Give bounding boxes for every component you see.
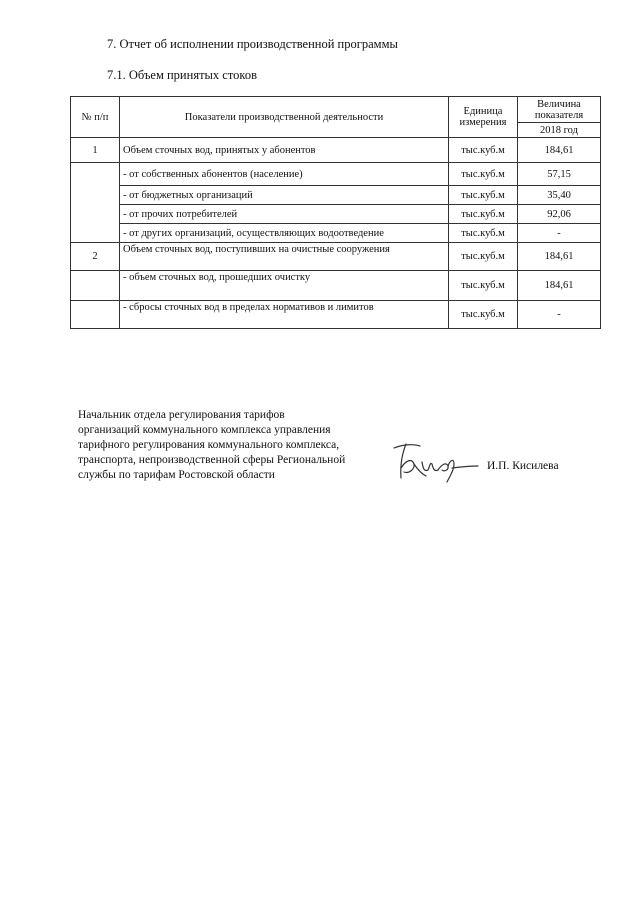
row-value: 184,61: [518, 271, 601, 301]
row-value: 92,06: [518, 205, 601, 224]
table-row: [71, 243, 601, 271]
row-unit: тыс.куб.м: [449, 271, 518, 301]
signatory-position: [78, 408, 345, 483]
table-row: [71, 301, 601, 329]
header-unit-line2: измерения: [459, 117, 507, 128]
table-row: [71, 224, 601, 243]
row-value: -: [518, 301, 601, 329]
table-row: [71, 163, 601, 186]
row-unit: тыс.куб.м: [449, 186, 518, 205]
row-unit: тыс.куб.м: [449, 163, 518, 186]
signatory-name: И.П. Кисилева: [487, 460, 559, 472]
table-header: [71, 97, 601, 138]
position-line: транспорта, непроизводственной сферы Региональной: [78, 454, 346, 466]
position-line: Начальник отдела регулирования тарифов: [78, 409, 285, 421]
header-value: [518, 97, 601, 123]
row-num: [71, 271, 120, 301]
row-value: -: [518, 224, 601, 243]
position-line: организаций коммунального комплекса управления: [78, 424, 331, 436]
row-unit: тыс.куб.м: [449, 301, 518, 329]
header-indicator: Показатели производственной деятельности: [120, 97, 449, 138]
row-indicator: - от прочих потребителей: [120, 205, 449, 224]
row-unit: тыс.куб.м: [449, 243, 518, 271]
header-unit: [449, 97, 518, 138]
row-value: 184,61: [518, 138, 601, 163]
position-line: службы по тарифам Ростовской области: [78, 469, 275, 481]
section-title: 7. Отчет об исполнении производственной программы: [107, 37, 398, 51]
table-row: [71, 138, 601, 163]
header-value-line2: показателя: [534, 109, 584, 121]
header-num: № п/п: [71, 97, 120, 138]
row-num: 1: [71, 138, 120, 163]
row-indicator: - сбросы сточных вод в пределах нормативов и лимитов: [120, 301, 449, 329]
table-row: [71, 186, 601, 205]
signature-graphic: [392, 438, 482, 486]
row-num: [71, 163, 120, 243]
row-unit: тыс.куб.м: [449, 224, 518, 243]
row-unit: тыс.куб.м: [449, 138, 518, 163]
row-indicator: Объем сточных вод, поступивших на очистные сооружения: [120, 243, 449, 271]
row-indicator: - объем сточных вод, прошедших очистку: [120, 271, 449, 301]
row-value: 57,15: [518, 163, 601, 186]
report-table: [70, 96, 601, 329]
row-unit: тыс.куб.м: [449, 205, 518, 224]
row-indicator: - от других организаций, осуществляющих водоотведение: [120, 224, 449, 243]
handwritten-signature-icon: [392, 438, 482, 491]
row-value: 35,40: [518, 186, 601, 205]
table-row: [71, 271, 601, 301]
table-row: [71, 205, 601, 224]
row-indicator: Объем сточных вод, принятых у абонентов: [120, 138, 449, 163]
header-year: 2018 год: [518, 123, 601, 138]
header-value-line1: Величина: [537, 98, 581, 110]
row-indicator: - от бюджетных организаций: [120, 186, 449, 205]
row-num: [71, 301, 120, 329]
row-indicator: - от собственных абонентов (население): [120, 163, 449, 186]
position-line: тарифного регулирования коммунального комплекса,: [78, 439, 340, 451]
header-unit-line1: Единица: [463, 106, 503, 117]
subsection-title: 7.1. Объем принятых стоков: [107, 68, 257, 82]
row-value: 184,61: [518, 243, 601, 271]
row-num: 2: [71, 243, 120, 271]
